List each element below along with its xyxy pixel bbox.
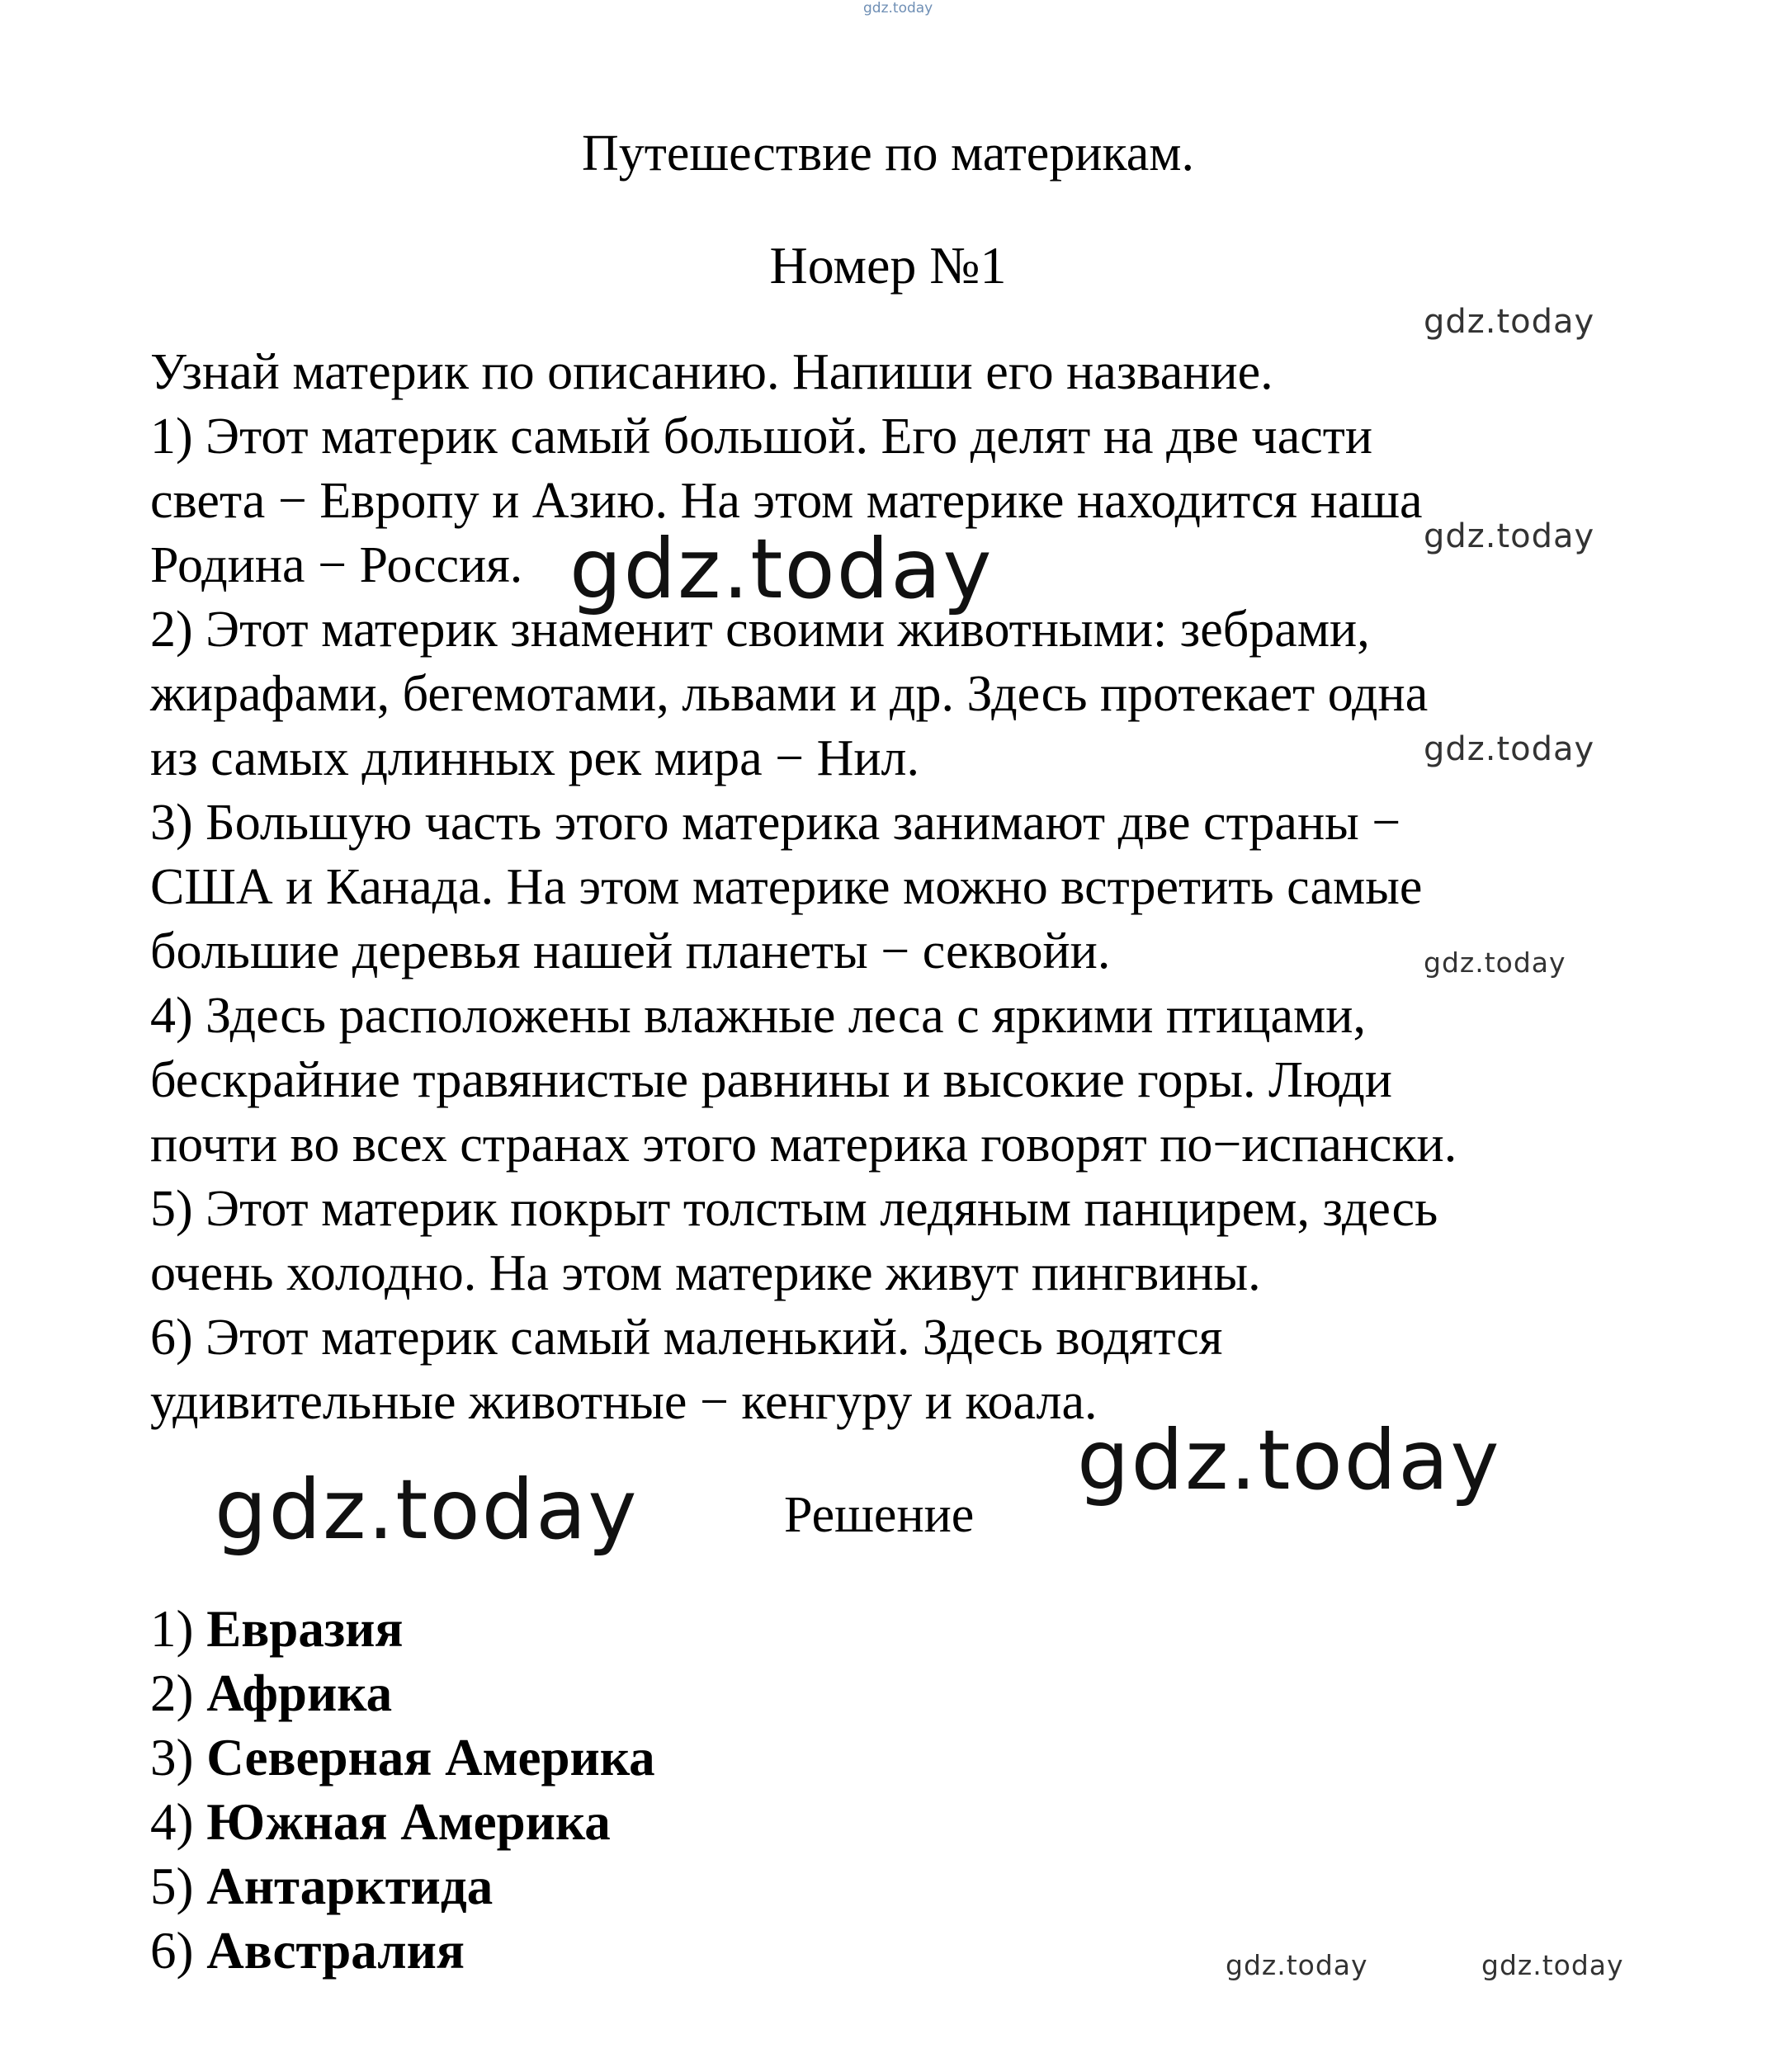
- answer-number: 3): [150, 1729, 194, 1786]
- answer-item: [150, 1790, 655, 1854]
- answer-item: [150, 1661, 655, 1725]
- task-line: почти во всех странах этого материка говорят по−испански.: [150, 1116, 1457, 1173]
- task-line: 4) Здесь расположены влажные леса с яркими птицами,: [150, 988, 1366, 1044]
- answer-item: [150, 1725, 655, 1790]
- exercise-number: Номер №1: [769, 236, 1007, 295]
- answer-number: 2): [150, 1664, 194, 1722]
- answer-text: Евразия: [206, 1600, 404, 1658]
- watermark-large-1: gdz.today: [569, 521, 994, 617]
- task-line: бескрайние травянистые равнины и высокие горы. Люди: [150, 1052, 1392, 1108]
- page-title: Путешествие по материкам.: [582, 125, 1194, 182]
- task-line: света − Европу и Азию. На этом материке находится наша: [150, 473, 1423, 529]
- task-line: 5) Этот материк покрыт толстым ледяным панцирем, здесь: [150, 1181, 1438, 1237]
- answer-text: Северная Америка: [206, 1729, 655, 1786]
- task-line: очень холодно. На этом материке живут пингвины.: [150, 1245, 1261, 1301]
- watermark-large-2: gdz.today: [1077, 1412, 1501, 1508]
- task-line: Родина − Россия.: [150, 537, 523, 593]
- answer-item: [150, 1919, 655, 1983]
- task-line: жирафами, бегемотами, львами и др. Здесь протекает одна: [150, 666, 1429, 722]
- task-line: 3) Большую часть этого материка занимают две страны −: [150, 795, 1401, 851]
- answer-number: 4): [150, 1793, 194, 1851]
- task-line: удивительные животные − кенгуру и коала.: [150, 1374, 1098, 1430]
- answer-number: 6): [150, 1922, 194, 1980]
- solution-label: Решение: [784, 1487, 975, 1543]
- answers-list: [150, 1597, 655, 1983]
- answer-text: Африка: [206, 1664, 393, 1722]
- answer-text: Южная Америка: [206, 1793, 611, 1851]
- answer-item: [150, 1854, 655, 1919]
- watermark-top: gdz.today: [863, 0, 933, 17]
- answer-number: 1): [150, 1600, 194, 1658]
- task-line: 1) Этот материк самый большой. Его делят на две части: [150, 408, 1373, 465]
- watermark-4: gdz.today: [1424, 946, 1566, 979]
- task-line: 2) Этот материк знаменит своими животными: зебрами,: [150, 602, 1370, 658]
- answer-text: Антарктида: [206, 1857, 494, 1915]
- answer-text: Австралия: [206, 1922, 465, 1980]
- watermark-5: gdz.today: [1226, 1949, 1368, 1981]
- watermark-6: gdz.today: [1481, 1949, 1624, 1981]
- task-line: США и Канада. На этом материке можно встретить самые: [150, 859, 1423, 915]
- watermark-large-3: gdz.today: [215, 1461, 639, 1558]
- answer-item: [150, 1597, 655, 1661]
- task-line: 6) Этот материк самый маленький. Здесь водятся: [150, 1310, 1223, 1366]
- watermark-1: gdz.today: [1424, 303, 1595, 341]
- task-line: Узнай материк по описанию. Напиши его название.: [150, 344, 1273, 400]
- task-text: [150, 340, 1636, 1434]
- answer-number: 5): [150, 1857, 194, 1915]
- watermark-2: gdz.today: [1424, 517, 1595, 555]
- watermark-3: gdz.today: [1424, 730, 1595, 768]
- task-line: большие деревья нашей планеты − секвойи.: [150, 923, 1111, 979]
- task-line: из самых длинных рек мира − Нил.: [150, 730, 919, 786]
